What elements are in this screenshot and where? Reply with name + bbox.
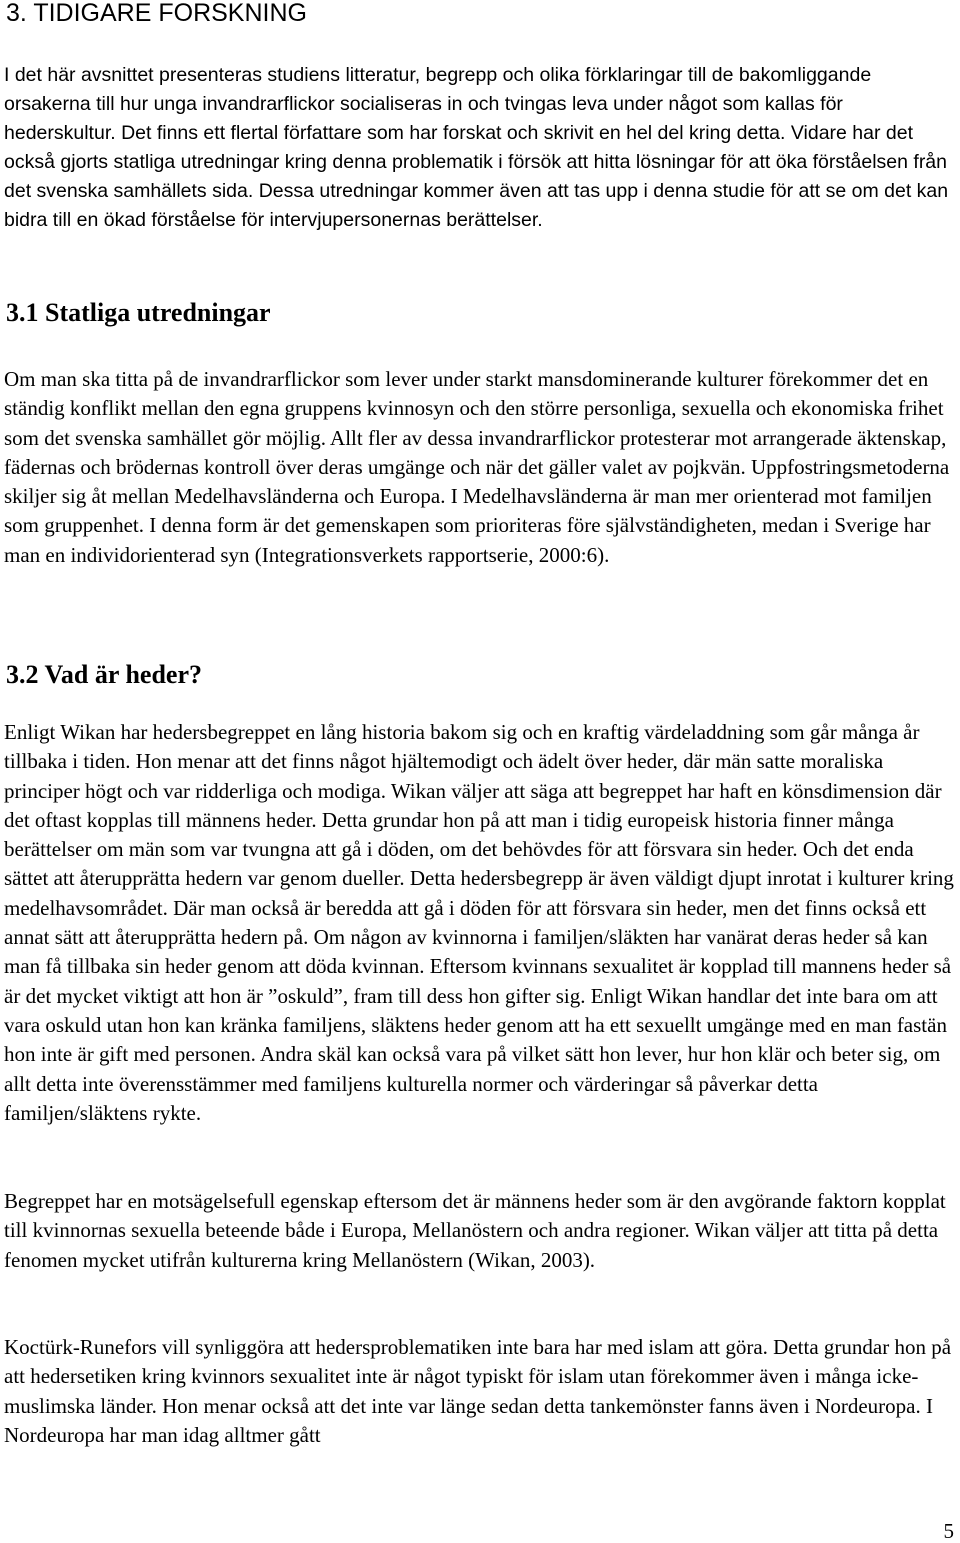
section-1-paragraph: Om man ska titta på de invandrarflickor som lever under starkt mansdominerande kulturer förekommer det en ständig konflikt mellan den egna gruppens kvinnosyn och den större personliga, sexuella och ekonomiska frihet som det svenska samhället gör möjlig. Allt fler av dessa invandrarflickor protesterar mot arrangerade äktenskap, fädernas och brödernas kontroll över deras umgänge och när det gäller valet av pojkvän. Uppfostringsmetoderna skiljer sig åt mellan Medelhavsländerna och Europa. I Medelhavsländerna är man mer orienterad mot familjen som gruppenhet. I denna form är det gemenskapen som prioriteras före självständigheten, medan i Sverige har man en individorienterad syn (Integrationsverkets rapportserie, 2000:6).: [4, 367, 950, 567]
section-2-paragraph-2: Begreppet har en motsägelsefull egenskap eftersom det är männens heder som är den avgörande faktorn kopplat till kvinnornas sexuella beteende både i Europa, Mellanöstern och andra regioner. Wikan väljer att titta på detta fenomen mycket utifrån kulturerna kring Mellanöstern (Wikan, 2003).: [4, 1189, 946, 1272]
section-heading-statliga-utredningar: 3.1 Statliga utredningar: [6, 298, 271, 327]
intro-paragraph: I det här avsnittet presenteras studiens litteratur, begrepp och olika förklaringar till de bakomliggande orsakerna till hur unga invandrarflickor socialiseras in och tvingas leva under något som kallas för hederskultur. Det finns ett flertal författare som har forskat och skrivit en hel del kring detta. Vidare har det också gjorts statliga utredningar kring denna problematik i försök att hitta lösningar för att öka förståelsen från det svenska samhällets sida. Dessa utredningar kommer även att tas upp i denna studie för att se om det kan bidra till en ökad förståelse för intervjupersonernas berättelser.: [4, 64, 949, 231]
section-2-paragraph-1: Enligt Wikan har hedersbegreppet en lång historia bakom sig och en kraftig värdeladdning som går många år tillbaka i tiden. Hon menar att det finns något hjältemodigt och ädelt över heder, där män satte moraliska principer högt och var ridderliga och modiga. Wikan väljer att säga att begreppet har haft en könsdimension där det oftast kopplas till männens heder. Detta grundar hon på att man i tidig europeisk historia finner många berättelser om män som var tvungna att gå i döden, om det behövdes för att försvara sin heder. Och det enda sättet att återupprätta hedern var genom dueller. Detta hedersbegrepp är även väldigt djupt inrotat i kulturer kring medelhavsområdet. Där man också är beredda att gå i döden för att försvara sin heder, men det finns också ett annat sätt att återupprätta hedern på. Om någon av kvinnorna i familjen/släkten har vanärat deras heder så kan man få tillbaka sin heder genom att döda kvinnan. Eftersom kvinnans sexualitet är kopplad till mannens heder så är det mycket viktigt att hon är ”oskuld”, fram till dess hon gifter sig. Enligt Wikan handlar det inte bara om att vara oskuld utan hon kan kränka familjens, släktens heder genom att ha ett sexuellt umgänge med en man fastän hon inte är gift med personen. Andra skäl kan också vara på vilket sätt hon lever, hur hon klär och beter sig, om allt detta inte överensstämmer med familjens kulturella normer och värderingar så påverkar detta familjen/släktens rykte.: [4, 720, 954, 1125]
section-2-paragraph-3: Koctürk-Runefors vill synliggöra att hedersproblematiken inte bara har med islam att göra. Detta grundar hon på att hedersetiken kring kvinnors sexualitet inte är något typiskt för islam utan förekommer även i många icke-muslimska länder. Hon menar också att det inte var länge sedan detta tankemönster fanns även i Nordeuropa. I Nordeuropa har man idag alltmer gått: [4, 1335, 952, 1447]
page-number: 5: [943, 1519, 954, 1543]
chapter-heading: 3. TIDIGARE FORSKNING: [6, 0, 307, 27]
section-heading-vad-ar-heder: 3.2 Vad är heder?: [6, 660, 202, 689]
